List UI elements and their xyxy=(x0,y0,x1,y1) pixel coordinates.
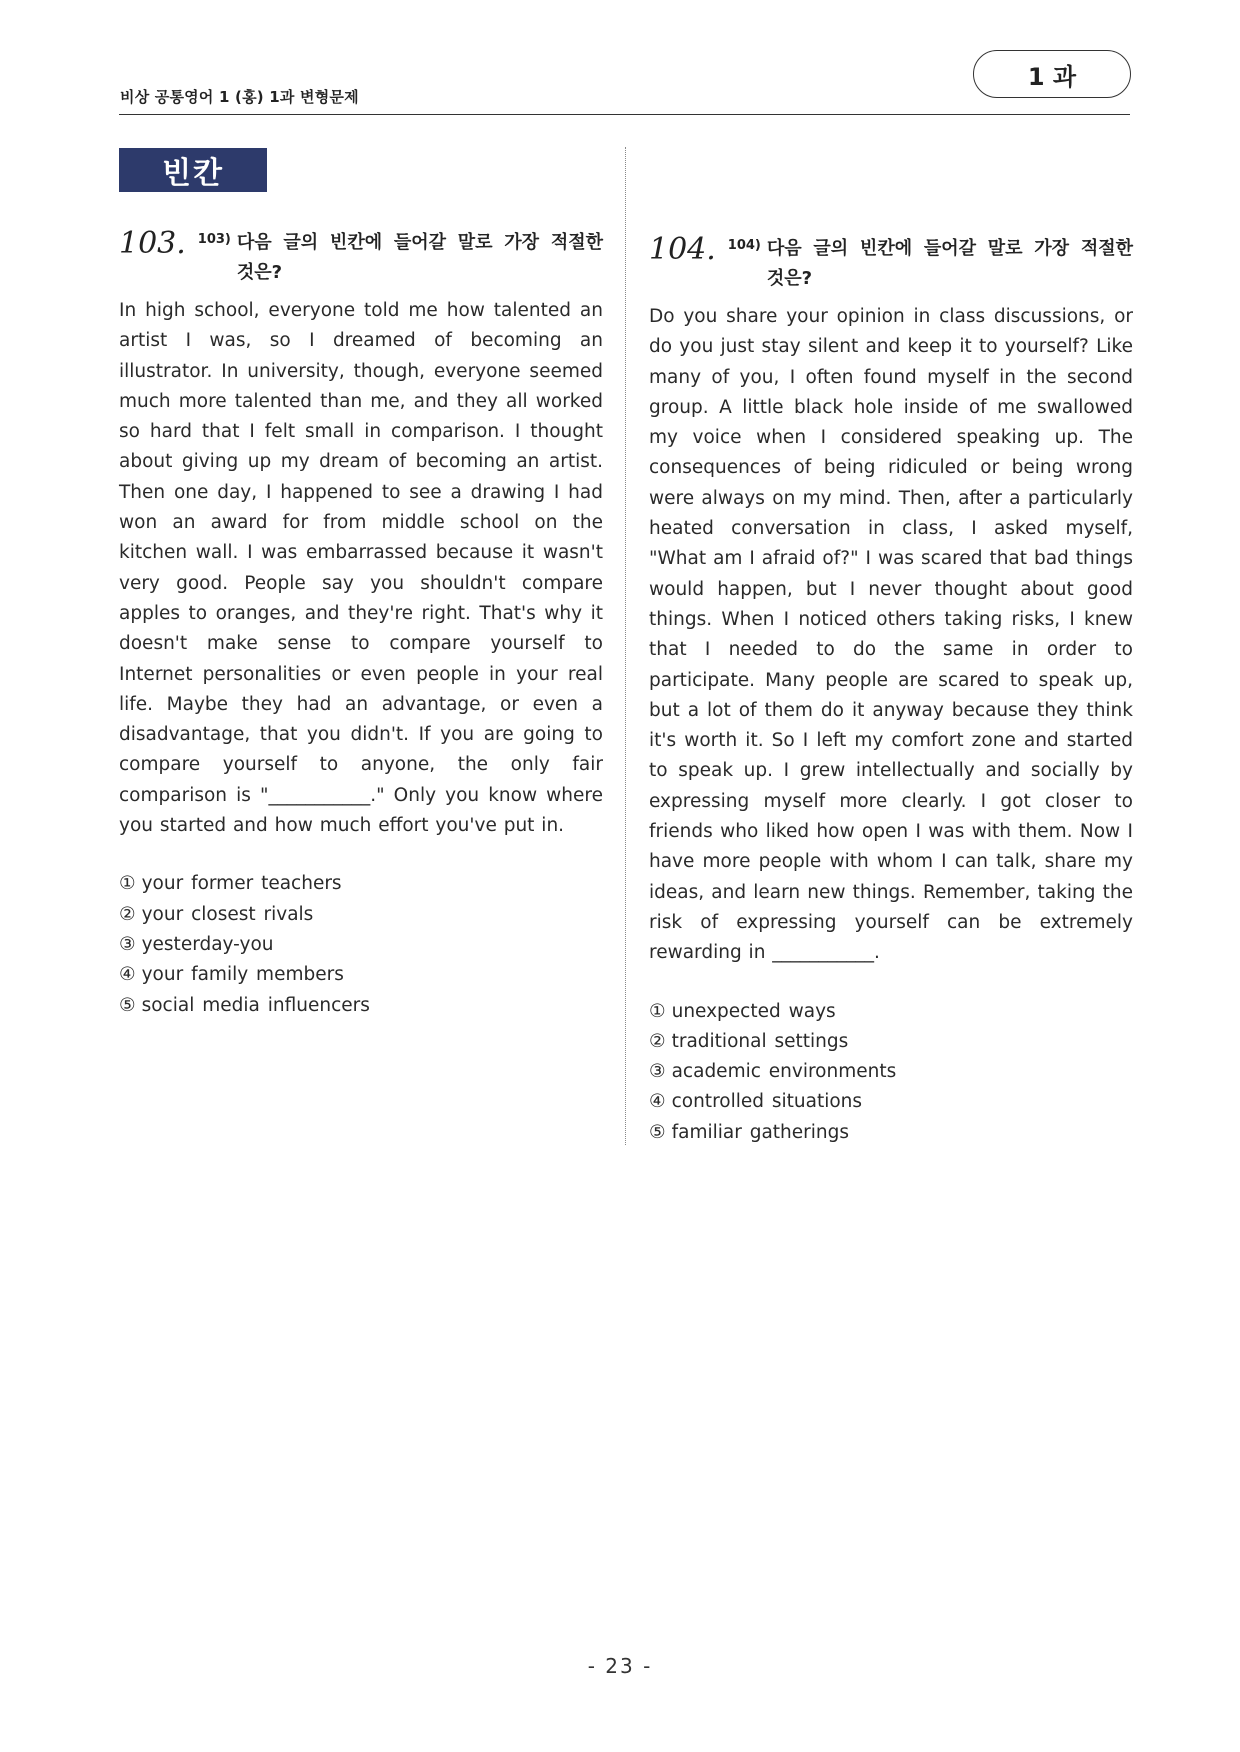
question-103 xyxy=(119,228,603,1021)
choice-mark: ④ xyxy=(119,964,136,986)
choice-mark: ④ xyxy=(649,1091,666,1113)
choice-text: traditional settings xyxy=(671,1030,849,1052)
choice-list xyxy=(119,869,603,1020)
choice-mark: ⑤ xyxy=(649,1121,666,1143)
choice-text: your family members xyxy=(141,964,344,986)
column-divider xyxy=(625,147,626,1145)
choice-text: unexpected ways xyxy=(671,1000,836,1022)
choice-item[interactable] xyxy=(119,930,603,960)
question-label: 103) xyxy=(197,232,231,247)
choice-text: academic environments xyxy=(671,1061,897,1083)
question-104 xyxy=(649,234,1133,1148)
choice-item[interactable] xyxy=(649,1118,1133,1148)
choice-text: familiar gatherings xyxy=(671,1121,850,1143)
question-prompt: 다음 글의 빈칸에 들어갈 말로 가장 적절한 것은? xyxy=(236,232,603,283)
choice-mark: ② xyxy=(119,903,136,925)
lesson-badge: 1 과 xyxy=(973,50,1131,98)
choice-mark: ① xyxy=(649,1000,666,1022)
choice-text: yesterday-you xyxy=(141,933,274,955)
choice-item[interactable] xyxy=(119,900,603,930)
choice-item[interactable] xyxy=(119,991,603,1021)
choice-item[interactable] xyxy=(119,960,603,990)
choice-item[interactable] xyxy=(649,997,1133,1027)
header-divider xyxy=(119,114,1130,115)
choice-text: your closest rivals xyxy=(141,903,314,925)
question-number: 103. xyxy=(119,226,186,261)
page-number: - 23 - xyxy=(587,1654,653,1678)
choice-item[interactable] xyxy=(649,1087,1133,1117)
choice-item[interactable] xyxy=(649,1057,1133,1087)
choice-mark: ③ xyxy=(119,933,136,955)
question-header xyxy=(649,234,1133,294)
question-prompt: 다음 글의 빈칸에 들어갈 말로 가장 적절한 것은? xyxy=(766,238,1133,289)
choice-mark: ② xyxy=(649,1030,666,1052)
document-header-title: 비상 공통영어 1 (홍) 1과 변형문제 xyxy=(120,88,359,106)
question-header xyxy=(119,228,603,288)
choice-text: social media influencers xyxy=(141,994,370,1016)
choice-list xyxy=(649,997,1133,1148)
choice-mark: ⑤ xyxy=(119,994,136,1016)
question-passage: Do you share your opinion in class discussions, or do you just stay silent and keep it to yourself? Like many of you, I often found myself in the second group. A little black hole inside of me swallowed my voice when I considered speaking up. The consequences of being ridiculed or being wrong were always on my mind. Then, after a particularly heated conversation in class, I asked myself, "What am I afraid of?" I was scared that bad things would happen, but I never thought about good things. When I noticed others taking risks, I knew that I needed to do the same in order to participate. Many people are scared to speak up, but a lot of them do it anyway because they think it's worth it. So I left my comfort zone and started to speak up. I grew intellectually and socially by expressing myself more clearly. I got closer to friends who liked how open I was with them. Now I have more people with whom I can talk, share my ideas, and learn new things. Remember, taking the risk of expressing yourself can be extremely rewarding in ___________. xyxy=(649,306,1133,964)
choice-text: controlled situations xyxy=(671,1091,863,1113)
question-passage: In high school, everyone told me how talented an artist I was, so I dreamed of becoming an illustrator. In university, though, everyone seemed much more talented than me, and they all worked so hard that I felt small in comparison. I thought about giving up my dream of becoming an artist. Then one day, I happened to see a drawing I had won an award for from middle school on the kitchen wall. I was embarrassed because it wasn't very good. People say you shouldn't compare apples to oranges, and they're right. That's why it doesn't make sense to compare yourself to Internet personalities or even people in your real life. Maybe they had an advantage, or even a disadvantage, that you didn't. If you are going to compare yourself to anyone, the only fair comparison is "___________." Only you know where you started and how much effort you've put in. xyxy=(119,300,603,837)
choice-item[interactable] xyxy=(649,1027,1133,1057)
choice-text: your former teachers xyxy=(141,873,342,895)
choice-item[interactable] xyxy=(119,869,603,899)
section-tag: 빈칸 xyxy=(119,148,267,192)
choice-mark: ③ xyxy=(649,1061,666,1083)
question-number: 104. xyxy=(649,232,716,267)
choice-mark: ① xyxy=(119,873,136,895)
question-label: 104) xyxy=(727,238,761,253)
